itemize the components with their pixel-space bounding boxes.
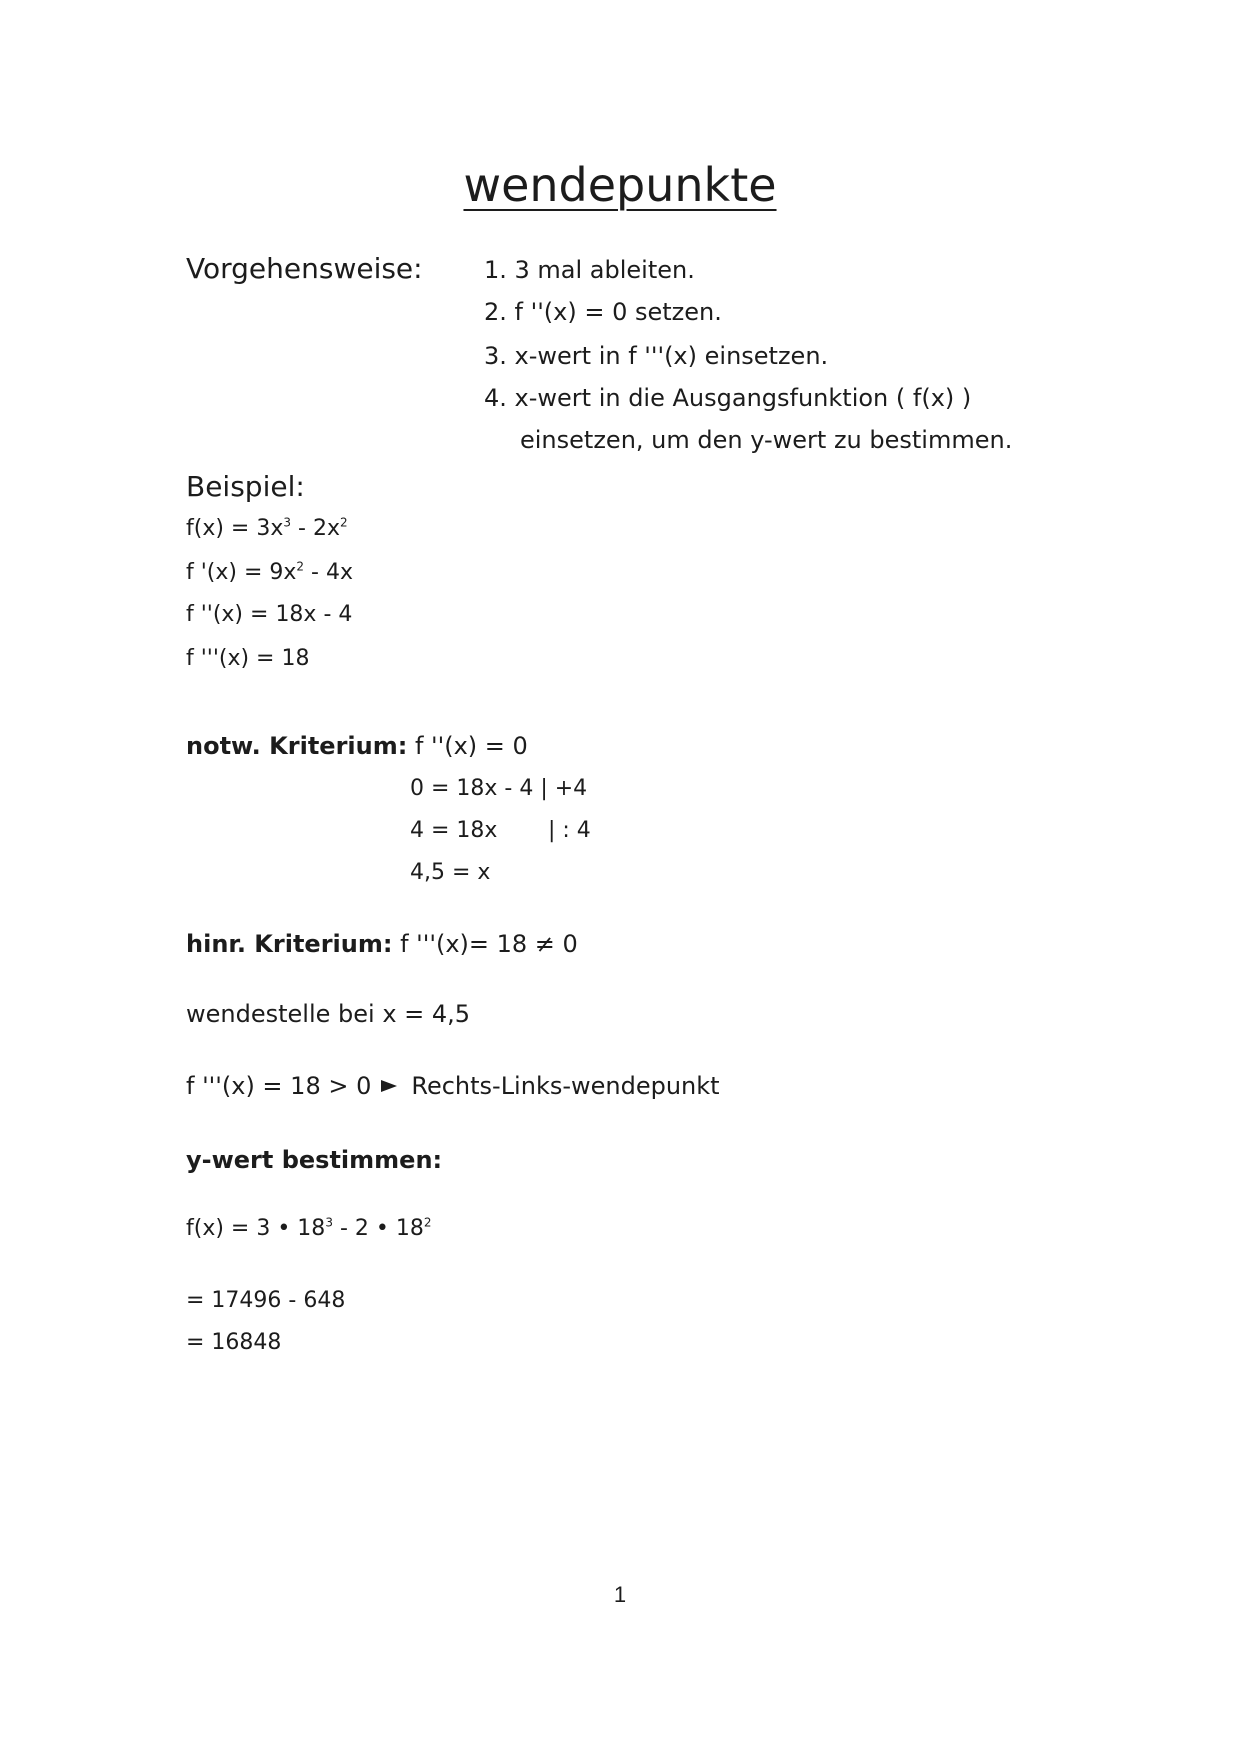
example-first-derivative-prefix: f '(x) = 9x [186, 560, 297, 585]
procedure-step-1: 1. 3 mal ableiten. [484, 256, 695, 284]
page-title-text: wendepunkte [463, 158, 777, 212]
sufficient-criterion-label: hinr. Kriterium: [186, 930, 393, 958]
procedure-step-2: 2. f ''(x) = 0 setzen. [484, 298, 722, 326]
procedure-label: Vorgehensweise: [186, 252, 423, 285]
example-third-derivative: f '''(x) = 18 [186, 646, 310, 671]
y-value-calculation-prefix: f(x) = 3 • 18 [186, 1216, 326, 1241]
y-value-heading: y-wert bestimmen: [186, 1146, 443, 1174]
y-value-step-2: = 16848 [186, 1330, 282, 1355]
inflection-type-result: Rechts-Links-wendepunkt [411, 1072, 720, 1100]
y-value-calculation-exp1: 3 [325, 1215, 333, 1230]
necessary-step-3: 4,5 = x [410, 860, 491, 885]
necessary-criterion [186, 732, 528, 760]
example-function-prefix: f(x) = 3x [186, 516, 284, 541]
procedure-step-4-cont: einsetzen, um den y-wert zu bestimmen. [520, 426, 1013, 454]
arrow-right-icon [381, 1080, 397, 1092]
inflection-type-condition: f '''(x) = 18 > 0 [186, 1072, 372, 1100]
page-title [0, 158, 1240, 212]
example-first-derivative [186, 560, 353, 585]
inflection-type-line [186, 1072, 720, 1100]
inflection-point-text: wendestelle bei x = 4,5 [186, 1000, 471, 1028]
necessary-criterion-condition: f ''(x) = 0 [414, 732, 528, 760]
example-first-derivative-exp: 2 [296, 559, 305, 574]
necessary-step-1: 0 = 18x - 4 | +4 [410, 776, 588, 801]
example-first-derivative-rest: - 4x [304, 560, 354, 585]
necessary-step-2: 4 = 18x [410, 818, 498, 843]
y-value-calculation [186, 1216, 431, 1241]
y-value-calculation-exp2: 2 [423, 1215, 432, 1230]
example-second-derivative: f ''(x) = 18x - 4 [186, 602, 353, 627]
y-value-calculation-mid: - 2 • 18 [332, 1216, 424, 1241]
example-function-exp2: 2 [339, 515, 348, 530]
y-value-step-1: = 17496 - 648 [186, 1288, 346, 1313]
example-function [186, 516, 348, 541]
page-number: 1 [613, 1582, 627, 1607]
procedure-step-4: 4. x-wert in die Ausgangsfunktion ( f(x) ) [484, 384, 972, 412]
example-function-exp1: 3 [283, 515, 292, 530]
sufficient-criterion [186, 930, 578, 958]
necessary-criterion-label: notw. Kriterium: [186, 732, 408, 760]
sufficient-criterion-condition: f '''(x)= 18 ≠ 0 [400, 930, 578, 958]
necessary-step-2-operation: | : 4 [548, 818, 591, 843]
example-label: Beispiel: [186, 470, 305, 503]
procedure-step-3: 3. x-wert in f '''(x) einsetzen. [484, 342, 829, 370]
example-function-mid: - 2x [291, 516, 340, 541]
